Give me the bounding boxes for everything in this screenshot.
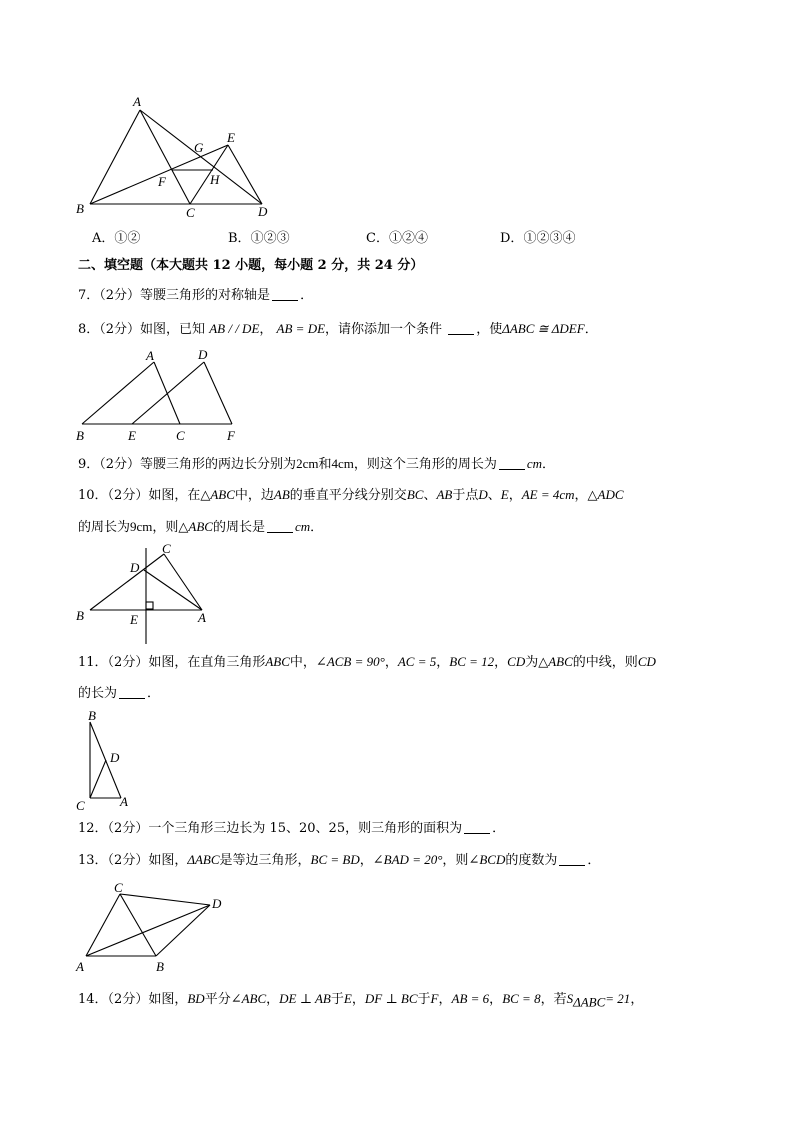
math: DE ⊥ AB xyxy=(279,991,331,1006)
punct: ． xyxy=(587,853,601,868)
question-11-line-1 xyxy=(78,653,656,672)
text: 、 xyxy=(423,488,437,503)
text: ， xyxy=(494,655,508,670)
option-text: ①②③④ xyxy=(523,231,576,246)
math: ∠ABC xyxy=(230,991,267,1006)
answer-blank[interactable] xyxy=(448,322,474,335)
question-number: 7．（2分） xyxy=(78,288,141,303)
text: 如图，已知 xyxy=(140,322,206,337)
question-9 xyxy=(78,455,555,474)
math: ABC xyxy=(188,519,213,534)
text: ，若 xyxy=(540,992,567,1007)
label-E: E xyxy=(130,612,138,627)
question-number: 14．（2分） xyxy=(78,992,149,1007)
math: BC = 12 xyxy=(449,654,495,669)
text: 中，边 xyxy=(234,488,274,503)
label-C: C xyxy=(76,798,85,813)
question-text: 一个三角形三边长为 15、20、25，则三角形的面积为 xyxy=(148,821,463,836)
math: AB / / DE xyxy=(209,321,260,336)
math: ∠ACB = 90° xyxy=(315,654,385,669)
text: 、 xyxy=(487,488,501,503)
answer-blank[interactable] xyxy=(119,686,145,699)
punct: ． xyxy=(584,322,598,337)
text: ，请你添加一个条件 xyxy=(325,322,443,337)
math: AB xyxy=(273,487,290,502)
figure-q8 xyxy=(72,346,252,446)
label-B: B xyxy=(156,959,164,974)
text: 如图，在直角三角形 xyxy=(148,655,266,670)
label-A: A xyxy=(120,794,128,809)
math: BC xyxy=(406,487,424,502)
text: ，则 xyxy=(442,853,469,868)
text: 于 xyxy=(330,992,344,1007)
option-letter: A． xyxy=(92,231,115,246)
text: ，则这个三角形的周长为 xyxy=(353,457,497,472)
text: 的垂直平分线分别交 xyxy=(289,488,407,503)
question-10-line-1 xyxy=(78,486,624,505)
math: ABC xyxy=(548,654,573,669)
text: ，则△ xyxy=(152,520,189,535)
unit: cm xyxy=(294,519,311,534)
math: DF ⊥ BC xyxy=(364,991,418,1006)
question-12 xyxy=(78,820,505,838)
label-C: C xyxy=(162,541,171,556)
label-D: D xyxy=(110,750,120,765)
question-10-line-2 xyxy=(78,518,323,537)
text: ， xyxy=(436,655,450,670)
section-title: 二、填空题（本大题共 12 小题，每小题 2 分，共 24 分） xyxy=(78,258,424,273)
math: = 21 xyxy=(605,991,631,1006)
punct: ． xyxy=(310,520,324,535)
label-F: F xyxy=(227,428,235,443)
label-C: C xyxy=(114,880,123,895)
option-c[interactable] xyxy=(366,227,428,246)
math: ΔABC xyxy=(187,852,220,867)
math: AE = 4cm xyxy=(521,487,575,502)
text: ，使 xyxy=(476,322,503,337)
text: 等腰三角形的两边长分别为 xyxy=(140,457,297,472)
math: AB xyxy=(436,487,453,502)
option-letter: D． xyxy=(500,231,524,246)
label-C: C xyxy=(186,205,195,220)
text: ，△ xyxy=(574,488,598,503)
question-13 xyxy=(78,851,600,870)
text: ， xyxy=(384,655,398,670)
punct: ． xyxy=(542,457,556,472)
question-number: 11．（2分） xyxy=(78,655,149,670)
option-text: ①②③ xyxy=(250,231,290,246)
label-C: C xyxy=(176,428,185,443)
label-A: A xyxy=(133,94,141,109)
text: ， xyxy=(438,992,452,1007)
text: 的周长为 xyxy=(78,520,131,535)
math: AC = 5 xyxy=(397,654,437,669)
text: 如图，在△ xyxy=(148,488,211,503)
question-11-line-2 xyxy=(78,685,160,703)
option-letter: C． xyxy=(366,231,389,246)
answer-blank[interactable] xyxy=(559,853,585,866)
unit: cm xyxy=(526,456,543,471)
text: 的中线，则 xyxy=(572,655,638,670)
label-A: A xyxy=(146,348,154,363)
math: CD xyxy=(507,654,526,669)
math: S xyxy=(566,991,574,1006)
punct: ． xyxy=(300,288,314,303)
label-E: E xyxy=(227,130,235,145)
figure-q11 xyxy=(70,706,150,816)
math: AB = DE xyxy=(276,321,326,336)
math: BD xyxy=(187,991,205,1006)
question-number: 9．（2分） xyxy=(78,457,141,472)
math-subscript: ΔABC xyxy=(573,994,606,1010)
text: ， xyxy=(266,992,280,1007)
option-a[interactable] xyxy=(92,227,140,246)
math: ∠BAD = 20° xyxy=(372,852,443,867)
question-number: 13．（2分） xyxy=(78,853,149,868)
math: CD xyxy=(637,654,656,669)
math: 4cm xyxy=(331,456,354,471)
math: ΔABC ≅ ΔDEF xyxy=(502,321,585,336)
label-A: A xyxy=(76,959,84,974)
text: ， xyxy=(351,992,365,1007)
label-B: B xyxy=(88,708,96,723)
label-G: G xyxy=(194,140,204,155)
question-7 xyxy=(78,287,313,305)
text: 和 xyxy=(318,457,332,472)
math: E xyxy=(343,991,352,1006)
label-B: B xyxy=(76,608,84,623)
figure-q6 xyxy=(70,92,280,220)
text: 于 xyxy=(417,992,431,1007)
text: 为△ xyxy=(525,655,549,670)
math: BC = 8 xyxy=(502,991,541,1006)
question-8 xyxy=(78,320,598,339)
math: 9cm xyxy=(130,519,153,534)
answer-blank[interactable] xyxy=(499,457,525,470)
math: D xyxy=(478,487,488,502)
math: F xyxy=(430,991,439,1006)
figure-q13 xyxy=(70,878,240,978)
text: ， xyxy=(359,853,373,868)
punct: ， xyxy=(630,992,644,1007)
answer-blank[interactable] xyxy=(272,288,298,301)
text: 中， xyxy=(289,655,316,670)
option-d[interactable] xyxy=(500,227,575,246)
text: 如图， xyxy=(148,853,188,868)
math: BC = BD xyxy=(310,852,360,867)
label-F: F xyxy=(158,174,166,189)
text: 于点 xyxy=(452,488,479,503)
question-14 xyxy=(78,990,643,1012)
text: 的长为 xyxy=(78,686,118,701)
text: 如图， xyxy=(148,992,188,1007)
option-letter: B． xyxy=(228,231,251,246)
label-H: H xyxy=(210,172,220,187)
text: 是等边三角形， xyxy=(219,853,311,868)
question-number: 8．（2分） xyxy=(78,322,141,337)
label-D: D xyxy=(258,204,268,219)
math: E xyxy=(500,487,509,502)
question-text: 等腰三角形的对称轴是 xyxy=(140,288,271,303)
label-A: A xyxy=(198,610,206,625)
answer-blank[interactable] xyxy=(267,520,293,533)
punct: ． xyxy=(492,821,506,836)
text: ， xyxy=(259,322,273,337)
punct: ． xyxy=(147,686,161,701)
math: AB = 6 xyxy=(451,991,490,1006)
text: 的度数为 xyxy=(505,853,558,868)
question-number: 12．（2分） xyxy=(78,821,149,836)
label-B: B xyxy=(76,428,84,443)
math: ∠BCD xyxy=(468,852,506,867)
math: ABC xyxy=(210,487,235,502)
text: 的周长是 xyxy=(212,520,265,535)
label-E: E xyxy=(128,428,136,443)
option-text: ①②④ xyxy=(388,231,428,246)
math: ADC xyxy=(597,487,624,502)
label-D: D xyxy=(130,560,140,575)
math: ABC xyxy=(265,654,290,669)
option-b[interactable] xyxy=(228,227,290,246)
math: 2cm xyxy=(296,456,319,471)
label-D: D xyxy=(198,347,208,362)
text: ， xyxy=(489,992,503,1007)
text: ， xyxy=(508,488,522,503)
text: 平分 xyxy=(204,992,231,1007)
label-D: D xyxy=(212,896,222,911)
question-number: 10．（2分） xyxy=(78,488,149,503)
option-text: ①② xyxy=(114,231,141,246)
label-B: B xyxy=(76,201,84,216)
answer-blank[interactable] xyxy=(464,821,490,834)
figure-q10 xyxy=(70,540,230,646)
